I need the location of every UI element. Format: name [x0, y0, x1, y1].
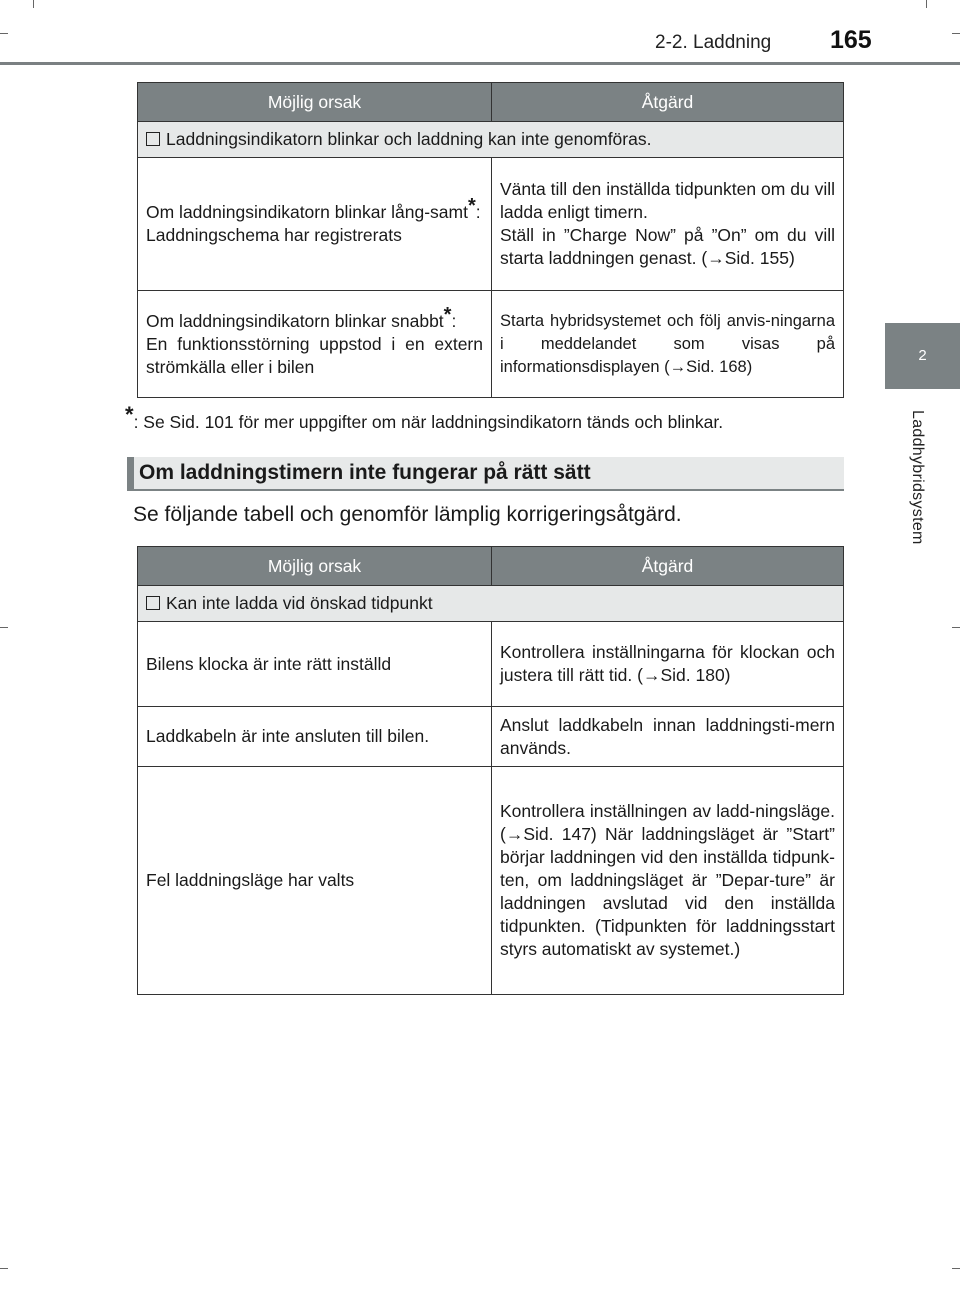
action-cell	[492, 291, 844, 398]
cause-action-table-2	[137, 546, 844, 995]
group-cell	[138, 586, 844, 622]
action-cell: Kontrollera inställningarna för klockan och justera till rätt tid. (→Sid. 180)	[492, 622, 844, 707]
checkbox-icon	[146, 132, 160, 146]
cause-text: Om laddningsindikatorn blinkar snabbt	[146, 310, 444, 331]
footnote-star: *	[467, 195, 476, 217]
crop-mark	[0, 1268, 8, 1269]
footnote	[125, 402, 724, 433]
table-row	[138, 158, 844, 291]
footnote-text: : Se Sid. 101 för mer uppgifter om när laddningsindikatorn tänds och blinkar.	[133, 412, 724, 432]
page-number: 165	[830, 26, 872, 54]
action-text: Ställ in ”Charge Now” på ”On” om du vill starta laddningen genast. (→Sid. 155)	[500, 225, 835, 268]
chapter-number: 2	[918, 347, 927, 364]
cause-text: En funktionsstörning uppstod i en extern strömkälla eller i bilen	[146, 333, 483, 377]
cause-cell: Om laddningsindikatorn blinkar lång-samt*: Laddningschema har registrerats	[138, 158, 492, 291]
cause-cell: Om laddningsindikatorn blinkar snabbt*: En funktionsstörning uppstod i en extern strömkälla eller i bilen	[138, 291, 492, 398]
table-row	[138, 291, 844, 398]
table-group-row	[138, 122, 844, 158]
table-row	[138, 767, 844, 995]
group-label: Kan inte ladda vid önskad tidpunkt	[166, 593, 433, 613]
cause-cell: Fel laddningsläge har valts	[138, 767, 492, 995]
cause-text: Om laddningsindikatorn blinkar lång-samt	[146, 202, 468, 222]
table-header-row	[138, 83, 844, 122]
column-header-action: Åtgärd	[492, 547, 844, 586]
cause-text: Laddningschema har registrerats	[146, 225, 402, 245]
crop-mark	[926, 0, 927, 8]
crop-mark	[952, 627, 960, 628]
crop-mark	[33, 0, 34, 8]
section-title: 2-2. Laddning	[655, 32, 772, 53]
chapter-tab[interactable]	[885, 323, 960, 389]
table-header-row	[138, 547, 844, 586]
chapter-label: Laddhybridsystem	[909, 410, 926, 545]
table-group-row	[138, 586, 844, 622]
cause-cell: Laddkabeln är inte ansluten till bilen.	[138, 707, 492, 767]
checkbox-icon	[146, 596, 160, 610]
header-rule	[0, 62, 960, 65]
intro-text: Se följande tabell och genomför lämplig korrigeringsåtgärd.	[133, 503, 682, 526]
cause-cell: Bilens klocka är inte rätt inställd	[138, 622, 492, 707]
section-heading-rule	[127, 489, 844, 491]
column-header-action: Åtgärd	[492, 83, 844, 122]
section-heading-text: Om laddningstimern inte fungerar på rätt sätt	[139, 461, 591, 484]
crop-mark	[952, 1268, 960, 1269]
crop-mark	[0, 627, 8, 628]
footnote-star: *	[125, 402, 134, 427]
column-header-cause: Möjlig orsak	[138, 547, 492, 586]
table-row	[138, 622, 844, 707]
crop-mark	[952, 33, 960, 34]
action-text: Vänta till den inställda tidpunkten om du vill ladda enligt timern.	[500, 179, 835, 222]
group-cell	[138, 122, 844, 158]
action-cell: Kontrollera inställningen av ladd-ningsläge. (→Sid. 147) När laddningsläget är ”Start” börjar laddningen vid den inställda tidpunk-ten, om laddningsläget är ”Depar-ture” är laddningen avslutad vid den inställda tidpunkten. (Tidpunkten för laddningsstart styrs automatiskt av systemet.)	[492, 767, 844, 995]
action-cell	[492, 158, 844, 291]
action-text: Starta hybridsystemet och följ anvis-ningarna i meddelandet som visas på informationsdisplayen (→Sid. 168)	[500, 311, 835, 376]
cause-action-table-1	[137, 82, 844, 398]
group-label: Laddningsindikatorn blinkar och laddning kan inte genomföras.	[166, 129, 652, 149]
table-row	[138, 707, 844, 767]
section-heading	[127, 457, 844, 489]
action-cell: Anslut laddkabeln innan laddningsti-mern används.	[492, 707, 844, 767]
crop-mark	[0, 33, 8, 34]
column-header-cause: Möjlig orsak	[138, 83, 492, 122]
footnote-star: *	[443, 303, 452, 326]
